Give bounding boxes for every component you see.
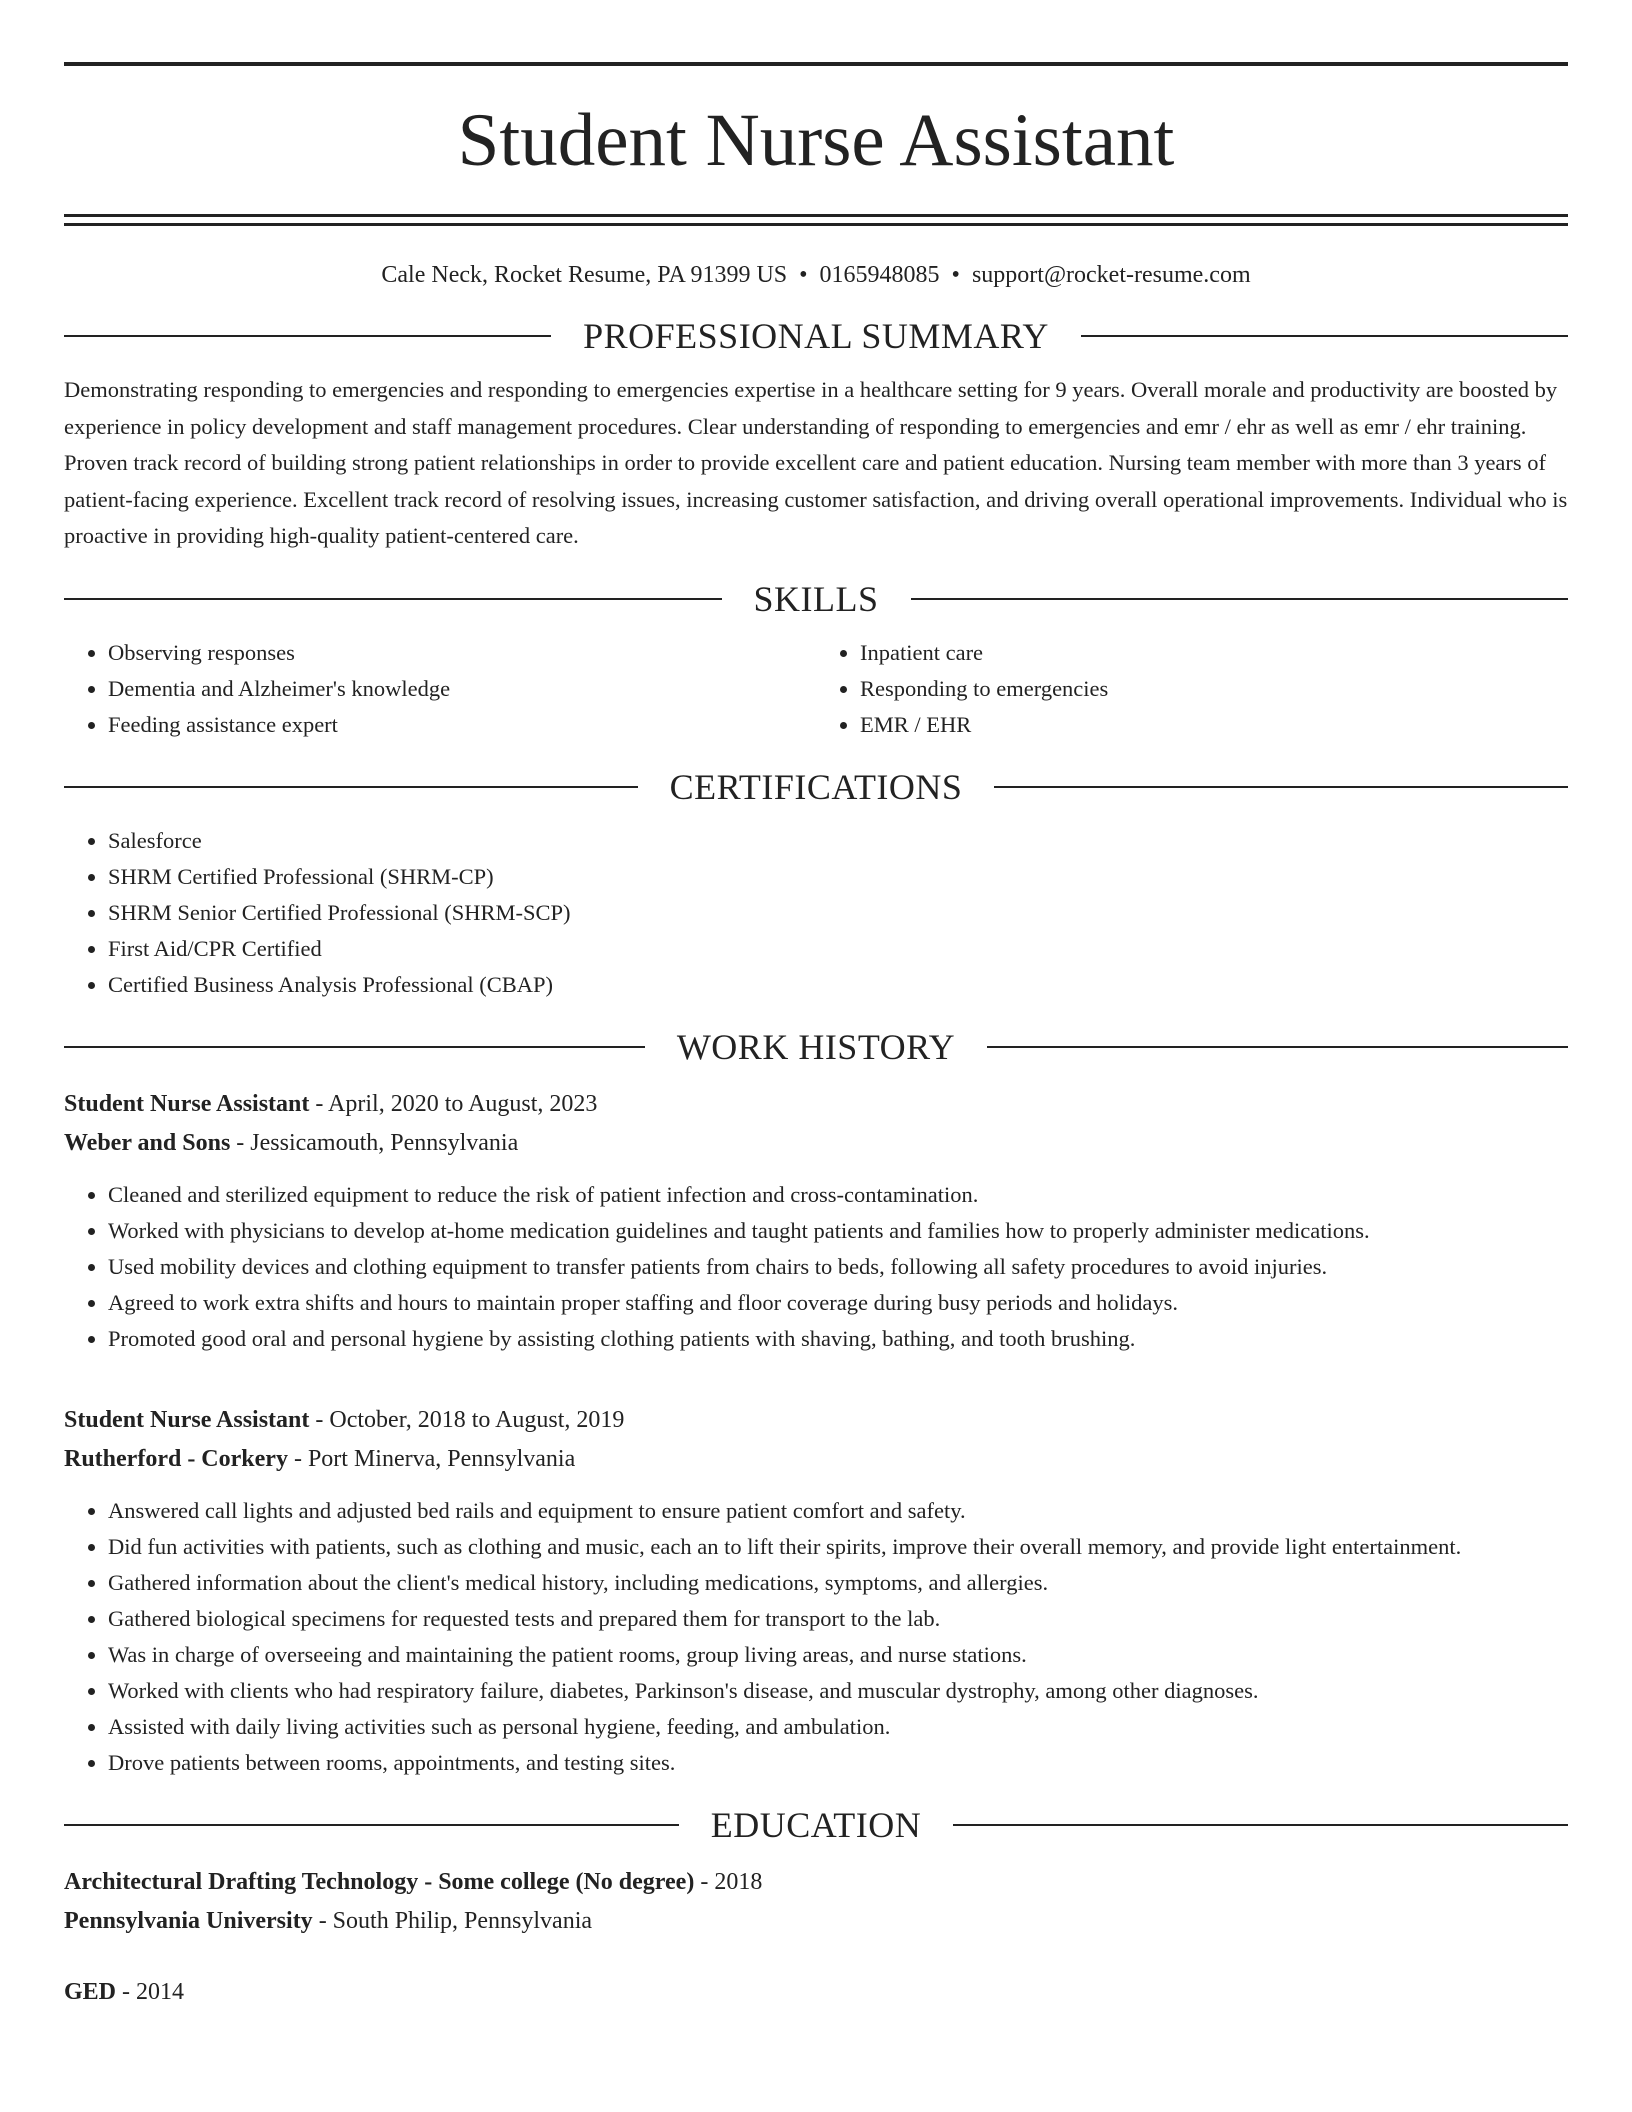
job-company: Rutherford - Corkery [64, 1445, 288, 1472]
section-rule [64, 335, 551, 337]
job-company-line [64, 1440, 1568, 1479]
job-company: Weber and Sons [64, 1129, 231, 1156]
contact-email[interactable]: support@rocket-resume.com [971, 262, 1251, 288]
skills-column-left [64, 635, 816, 743]
section-rule [911, 598, 1569, 600]
top-rule [64, 62, 1568, 66]
job-dates: - April, 2020 to August, 2023 [309, 1090, 598, 1117]
section-header-certifications [64, 765, 1568, 809]
education-entry [64, 1863, 1568, 1941]
section-title: PROFESSIONAL SUMMARY [583, 316, 1049, 356]
job-location: - Port Minerva, Pennsylvania [287, 1445, 576, 1472]
skills-list [64, 635, 1568, 743]
candidate-name: Student Nurse Assistant [457, 99, 1175, 182]
contact-address: Cale Neck, Rocket Resume, PA 91399 US [381, 262, 788, 288]
section-rule [953, 1824, 1568, 1826]
job-bullet: • Gathered biological specimens for requested tests and prepared them for transport to the lab. [108, 1601, 1568, 1637]
job-bullet: • Worked with clients who had respiratory failure, diabetes, Parkinson's disease, and muscular dystrophy, among other diagnoses. [108, 1673, 1568, 1709]
job-company-line [64, 1124, 1568, 1163]
section-rule [64, 786, 638, 788]
certification-item: • First Aid/CPR Certified [108, 931, 1568, 967]
job-title-line [64, 1085, 1568, 1124]
job-title-line [64, 1401, 1568, 1440]
contact-separator: • [799, 262, 808, 288]
education-degree: GED [64, 1978, 117, 2005]
job-bullet: • Used mobility devices and clothing equipment to transfer patients from chairs to beds, following all safety procedures to avoid injuries. [108, 1249, 1568, 1285]
education-school-line [64, 1902, 1568, 1941]
skill-item: • Feeding assistance expert [108, 707, 816, 743]
certification-item: • SHRM Certified Professional (SHRM-CP) [108, 859, 1568, 895]
skill-item: • Dementia and Alzheimer's knowledge [108, 671, 816, 707]
section-rule [64, 1046, 645, 1048]
section-header-work-history [64, 1025, 1568, 1069]
skills-column-right [816, 635, 1568, 743]
job-bullet: • Was in charge of overseeing and maintaining the patient rooms, group living areas, and nurse stations. [108, 1637, 1568, 1673]
job-entry [64, 1401, 1568, 1781]
job-bullets [64, 1493, 1568, 1781]
education-entry [64, 1973, 1568, 2012]
section-rule [64, 1824, 679, 1826]
section-title: WORK HISTORY [676, 1026, 956, 1067]
skill-item: • Responding to emergencies [860, 671, 1568, 707]
job-bullets [64, 1177, 1568, 1357]
certification-item: • SHRM Senior Certified Professional (SHRM-SCP) [108, 895, 1568, 931]
summary-text: Demonstrating responding to emergencies and responding to emergencies expertise in a healthcare setting for 9 years. Overall morale and productivity are boosted by experience in policy development and staff management procedures. Clear understanding of responding to emergencies and emr / ehr as well as emr / ehr training. Proven track record of building strong patient relationships in order to provide excellent care and patient education. Nursing team member with more than 3 years of patient-facing experience. Excellent track record of resolving issues, increasing customer satisfaction, and driving overall operational improvements. Individual who is proactive in providing high-quality patient-centered care. [64, 377, 1568, 548]
job-bullet: • Answered call lights and adjusted bed rails and equipment to ensure patient comfort and safety. [108, 1493, 1568, 1529]
job-bullet: • Gathered information about the client's medical history, including medications, symptoms, and allergies. [108, 1565, 1568, 1601]
skill-item: • EMR / EHR [860, 707, 1568, 743]
job-dates: - October, 2018 to August, 2019 [309, 1406, 625, 1433]
job-bullet: • Drove patients between rooms, appointments, and testing sites. [108, 1745, 1568, 1781]
job-bullet: • Agreed to work extra shifts and hours to maintain proper staffing and floor coverage during busy periods and holidays. [108, 1285, 1568, 1321]
job-location: - Jessicamouth, Pennsylvania [230, 1129, 519, 1156]
job-bullet: • Assisted with daily living activities such as personal hygiene, feeding, and ambulation. [108, 1709, 1568, 1745]
certifications-list [64, 823, 1568, 1003]
certification-item: • Salesforce [108, 823, 1568, 859]
double-rule [64, 214, 1568, 226]
skill-item: • Observing responses [108, 635, 816, 671]
section-rule [1081, 335, 1568, 337]
education-degree: Architectural Drafting Technology - Some college (No degree) [64, 1868, 695, 1895]
section-header-education [64, 1803, 1568, 1847]
section-title: EDUCATION [710, 1804, 922, 1845]
job-title: Student Nurse Assistant [64, 1406, 310, 1433]
job-entry [64, 1085, 1568, 1357]
job-title: Student Nurse Assistant [64, 1090, 310, 1117]
education-degree-line [64, 1863, 1568, 1902]
education-year: - 2014 [116, 1978, 185, 2005]
education-school: Pennsylvania University [64, 1907, 313, 1934]
education-degree-line [64, 1973, 1568, 2012]
job-bullet: • Cleaned and sterilized equipment to reduce the risk of patient infection and cross-contamination. [108, 1177, 1568, 1213]
skill-item: • Inpatient care [860, 635, 1568, 671]
section-header-skills [64, 577, 1568, 621]
education-year: - 2018 [694, 1868, 763, 1895]
section-header-summary [64, 314, 1568, 358]
section-title: SKILLS [753, 578, 879, 619]
contact-phone: 0165948085 [819, 262, 940, 288]
job-bullet: • Promoted good oral and personal hygiene by assisting clothing patients with shaving, bathing, and tooth brushing. [108, 1321, 1568, 1357]
contact-line [64, 260, 1568, 290]
certification-item: • Certified Business Analysis Professional (CBAP) [108, 967, 1568, 1003]
section-title: CERTIFICATIONS [669, 766, 963, 807]
education-location: - South Philip, Pennsylvania [312, 1907, 593, 1934]
job-bullet: • Worked with physicians to develop at-home medication guidelines and taught patients and families how to properly administer medications. [108, 1213, 1568, 1249]
section-rule [64, 598, 722, 600]
section-rule [994, 786, 1568, 788]
job-bullet: • Did fun activities with patients, such as clothing and music, each an to lift their spirits, improve their overall memory, and provide light entertainment. [108, 1529, 1568, 1565]
section-rule [987, 1046, 1568, 1048]
contact-separator: • [951, 262, 960, 288]
